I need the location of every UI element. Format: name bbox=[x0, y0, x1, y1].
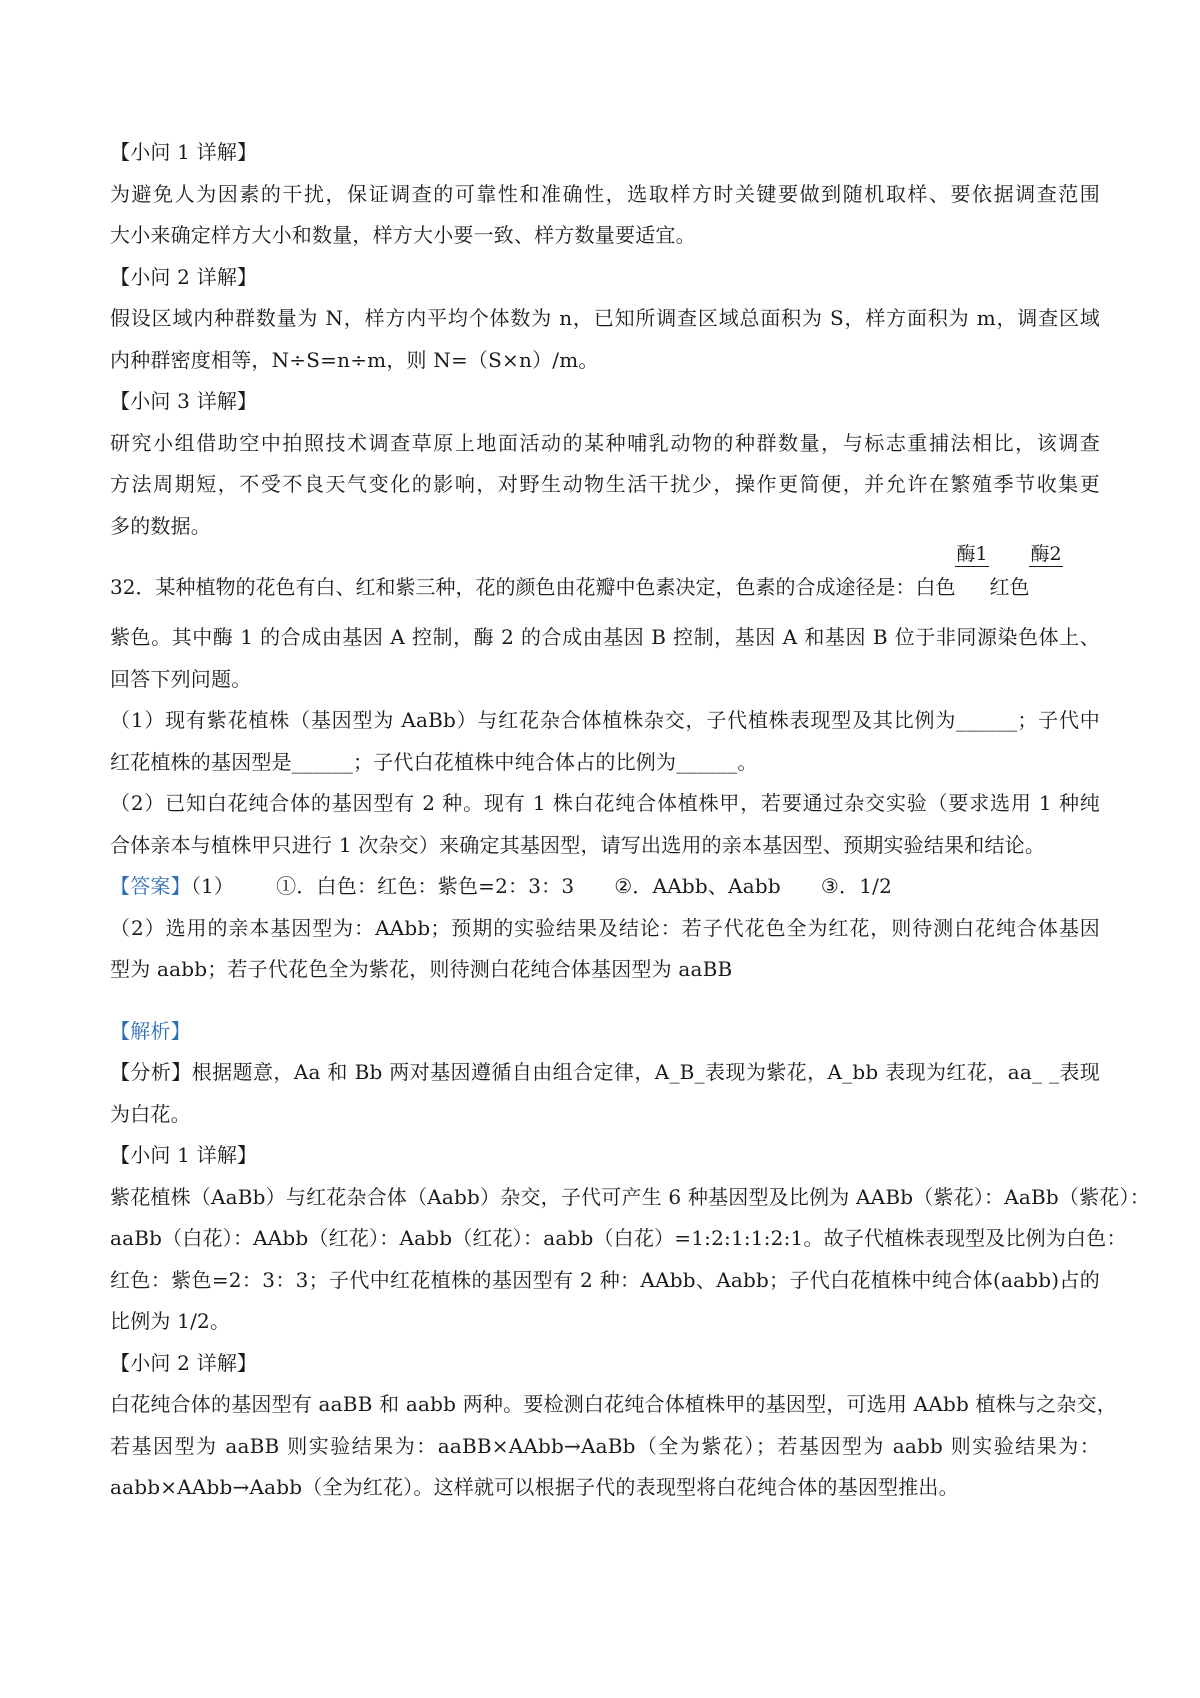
section-heading: 【小问 1 详解】 bbox=[110, 1143, 258, 1167]
section-heading: 【小问 2 详解】 bbox=[110, 264, 258, 289]
enzyme-2-label: 酶2 bbox=[1030, 543, 1062, 565]
question-intro-text: 32．某种植物的花色有白、红和紫三种，花的颜色由花瓣中色素决定，色素的合成途径是：白色 bbox=[110, 575, 956, 599]
section-heading: 【小问 2 详解】 bbox=[110, 1350, 258, 1375]
answer-part-2-cont: 型为 aabb；若子代花色全为紫花，则待测白花纯合体基因型为 aaBB bbox=[110, 957, 733, 981]
answer-item-3: ③．1/2 bbox=[820, 874, 893, 898]
paragraph-line: 研究小组借助空中拍照技术调查草原上地面活动的某种哺乳动物的种群数量，与标志重捕法相比，该调查 bbox=[110, 430, 1100, 455]
enzyme-1-arrow bbox=[955, 543, 989, 594]
enzyme-2-arrow bbox=[1029, 543, 1063, 594]
paragraph-line: aabb×AAbb→Aabb（全为红花）。这样就可以根据子代的表现型将白花纯合体的基因型推出。 bbox=[110, 1475, 959, 1499]
enzyme-1-label: 酶1 bbox=[956, 543, 988, 565]
analysis-line: 【分析】根据题意，Aa 和 Bb 两对基因遵循自由组合定律，A_B_表现为紫花，A_bb 表现为红花，aa_ _表现 bbox=[110, 1060, 1100, 1084]
paragraph-line: 方法周期短，不受不良天气变化的影响，对野生动物生活干扰少，操作更简便，并允许在繁殖季节收集更 bbox=[110, 472, 1100, 496]
analysis-line: 为白花。 bbox=[110, 1101, 191, 1126]
middle-color-text: 红色 bbox=[989, 575, 1030, 599]
analysis-label: 【解析】 bbox=[110, 1018, 191, 1043]
paragraph-line: aaBb（白花）：AAbb（红花）：Aabb（红花）：aabb（白花）=1:2:1:1:2:1。故子代植株表现型及比例为白色： bbox=[110, 1226, 1127, 1250]
answer-part1-prefix: （1） bbox=[190, 874, 235, 898]
answer-line bbox=[110, 866, 1100, 908]
section-heading: 【小问 1 详解】 bbox=[110, 140, 258, 164]
paragraph-line: 假设区域内种群数量为 N，样方内平均个体数为 n，已知所调查区域总面积为 S，样方面积为 m，调查区域 bbox=[110, 306, 1100, 330]
paragraph-line: 比例为 1/2。 bbox=[110, 1309, 231, 1333]
section-heading: 【小问 3 详解】 bbox=[110, 389, 258, 413]
paragraph-line: 大小来确定样方大小和数量，样方大小要一致、样方数量要适宜。 bbox=[110, 223, 696, 247]
answer-label: 【答案】 bbox=[110, 874, 191, 898]
answer-item-2: ②．AAbb、Aabb bbox=[614, 874, 781, 898]
paragraph-line: 若基因型为 aaBB 则实验结果为：aaBB×AAbb→AaBb（全为紫花）；若基因型为 aabb 则实验结果为： bbox=[110, 1433, 1100, 1458]
paragraph-line: 内种群密度相等，N÷S=n÷m，则 N=（S×n）/m。 bbox=[110, 347, 599, 372]
paragraph-line: 白花纯合体的基因型有 aaBB 和 aabb 两种。要检测白花纯合体植株甲的基因型，可选用 AAbb 植株与之杂交， bbox=[110, 1392, 1117, 1416]
question-part-1-cont: 红花植株的基因型是______；子代白花植株中纯合体占的比例为______。 bbox=[110, 749, 758, 774]
question-part-2-cont: 合体亲本与植株甲只进行 1 次杂交）来确定其基因型，请写出选用的亲本基因型、预期实验结果和结论。 bbox=[110, 832, 1046, 857]
paragraph-line: 为避免人为因素的干扰，保证调查的可靠性和准确性，选取样方时关键要做到随机取样、要依据调查范围 bbox=[110, 181, 1100, 206]
paragraph-line: 多的数据。 bbox=[110, 513, 211, 538]
paragraph-line: 紫色。其中酶 1 的合成由基因 A 控制，酶 2 的合成由基因 B 控制，基因 A 和基因 B 位于非同源染色体上、 bbox=[110, 625, 1100, 649]
question-part-1: （1）现有紫花植株（基因型为 AaBb）与红花杂合体植株杂交，子代植株表现型及其比例为______；子代中 bbox=[110, 708, 1100, 732]
question-part-2: （2）已知白花纯合体的基因型有 2 种。现有 1 株白花纯合体植株甲，若要通过杂交实验（要求选用 1 种纯 bbox=[110, 791, 1100, 815]
answer-item-1: ①．白色：红色：紫色=2：3：3 bbox=[276, 874, 575, 898]
paragraph-line: 回答下列问题。 bbox=[110, 666, 252, 691]
paragraph-line: 紫花植株（AaBb）与红花杂合体（Aabb）杂交，子代可产生 6 种基因型及比例为 AABb（紫花）：AaBb（紫花）： bbox=[110, 1184, 1150, 1209]
document-page bbox=[110, 132, 1150, 1509]
question-32-intro bbox=[110, 543, 1100, 617]
paragraph-line: 红色：紫色=2：3：3；子代中红花植株的基因型有 2 种：AAbb、Aabb；子代白花植株中纯合体(aabb)占的 bbox=[110, 1267, 1100, 1292]
answer-part-2: （2）选用的亲本基因型为：AAbb；预期的实验结果及结论：若子代花色全为红花，则待测白花纯合体基因 bbox=[110, 915, 1100, 940]
